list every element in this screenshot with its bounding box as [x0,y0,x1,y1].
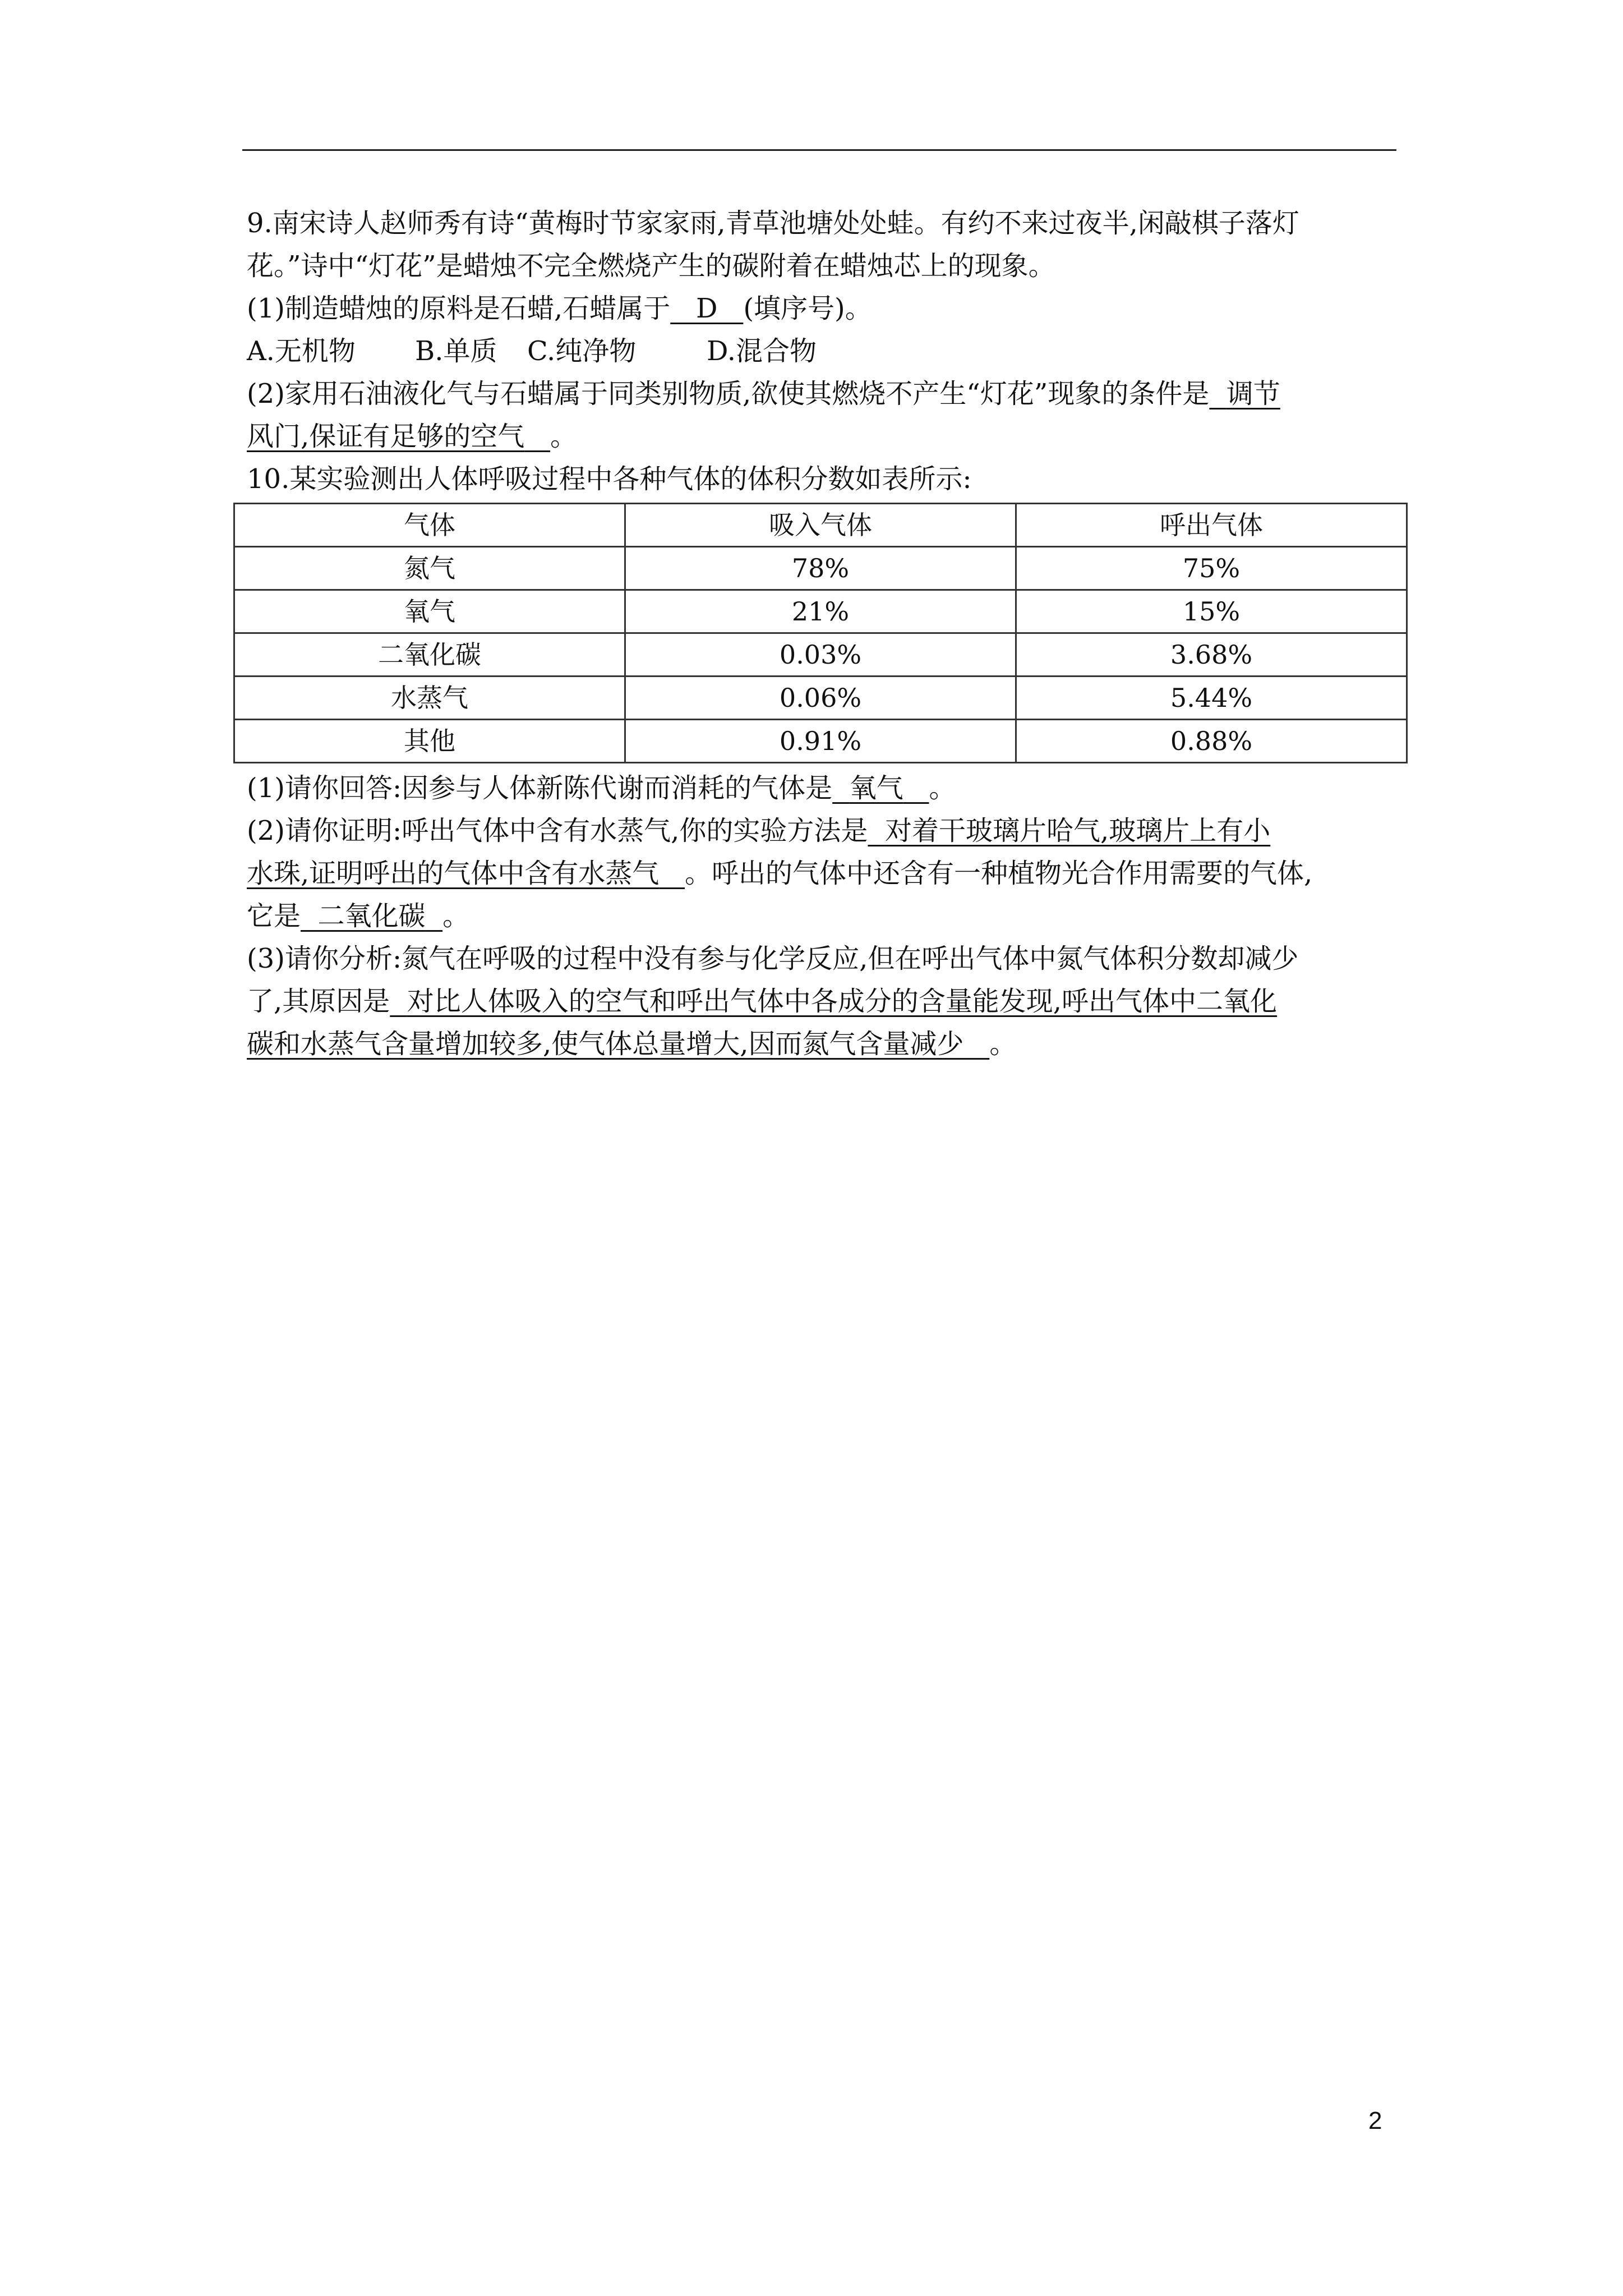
table-cell: 氮气 [234,547,625,590]
q9-options [247,330,1402,372]
q9-stem-line2: 花。”诗中“灯花”是蜡烛不完全燃烧产生的碳附着在蜡烛芯上的现象。 [247,250,1055,282]
table-header-gas: 气体 [234,504,625,547]
q10-part2-line3-prefix: 它是 [247,900,301,932]
q9-part1-prefix: (1)制造蜡烛的原料是石蜡,石蜡属于 [247,293,671,324]
q10-part2-prefix: (2)请你证明:呼出气体中含有水蒸气,你的实验方法是 [247,815,868,846]
table-cell: 75% [1016,547,1407,590]
q10-part3-prefix: (3)请你分析:氮气在呼吸的过程中没有参与化学反应,但在呼出气体中氮气体积分数却减少 [247,943,1299,974]
q9-part2 [247,372,1402,458]
table-row [234,547,1407,590]
q10-part2-answer-line1: 对着干玻璃片哈气,玻璃片上有小 [884,815,1271,846]
q9-part2-suffix: 。 [550,421,578,452]
q10-part1-answer: 氧气 [849,772,903,804]
q9-option-d: D.混合物 [707,335,817,367]
table-cell: 3.68% [1016,633,1407,677]
table-cell: 氧气 [234,590,625,633]
q10-part3 [247,937,1402,1065]
q9-option-c: C.纯净物 [527,335,637,367]
table-row [234,720,1407,763]
q9-option-b: B.单质 [415,335,497,367]
page-number: 2 [1368,2107,1382,2134]
table-cell: 78% [625,547,1016,590]
table-row [234,677,1407,720]
q9-stem-line1: 9.南宋诗人赵师秀有诗“黄梅时节家家雨,青草池塘处处蛙。有约不来过夜半,闲敲棋子落灯 [247,208,1299,239]
q10-part1-suffix: 。 [929,772,956,804]
q9-part1 [247,287,1402,330]
q9-part2-prefix: (2)家用石油液化气与石蜡属于同类别物质,欲使其燃烧不产生“灯花”现象的条件是 [247,378,1210,409]
table-cell: 21% [625,590,1016,633]
table-cell: 0.03% [625,633,1016,677]
table-header-exhaled: 呼出气体 [1016,504,1407,547]
q9-option-a: A.无机物 [247,335,356,367]
table-cell: 0.06% [625,677,1016,720]
q10-part3-answer-line2: 碳和水蒸气含量增加较多,使气体总量增大,因而氮气含量减少 [247,1028,964,1060]
q10-part2-answer-line2: 水珠,证明呼出的气体中含有水蒸气 [247,858,660,889]
q10-part3-suffix: 。 [989,1028,1017,1060]
gas-volume-table [233,503,1408,763]
page-content [247,202,1402,1065]
table-header-inhaled: 吸入气体 [625,504,1016,547]
q10-part1-prefix: (1)请你回答:因参与人体新陈代谢而消耗的气体是 [247,772,833,804]
table-cell: 5.44% [1016,677,1407,720]
table-cell: 二氧化碳 [234,633,625,677]
table-row [234,590,1407,633]
table-cell: 15% [1016,590,1407,633]
q9-part1-suffix: (填序号)。 [743,293,872,324]
table-cell: 水蒸气 [234,677,625,720]
q10-part2-answer2: 二氧化碳 [317,900,426,932]
table-row [234,633,1407,677]
header-rule [242,149,1396,151]
q10-part1 [247,767,1402,809]
q10-part2-mid: 。呼出的气体中还含有一种植物光合作用需要的气体, [685,858,1313,889]
q9-part2-answer-line1: 调节 [1226,378,1280,409]
q10-part2 [247,809,1402,937]
q10-part3-answer-line1: 对比人体吸入的空气和呼出气体中各成分的含量能发现,呼出气体中二氧化 [407,986,1278,1017]
q9-part1-answer: D [696,293,718,324]
table-cell: 0.91% [625,720,1016,763]
q10-part2-suffix: 。 [442,900,470,932]
table-cell: 0.88% [1016,720,1407,763]
q10-part3-line2-prefix: 了,其原因是 [247,986,390,1017]
table-cell: 其他 [234,720,625,763]
q9-part2-answer-line2: 风门,保证有足够的空气 [247,421,525,452]
table-header-row [234,504,1407,547]
q10-stem: 10.某实验测出人体呼吸过程中各种气体的体积分数如表所示: [247,463,972,495]
